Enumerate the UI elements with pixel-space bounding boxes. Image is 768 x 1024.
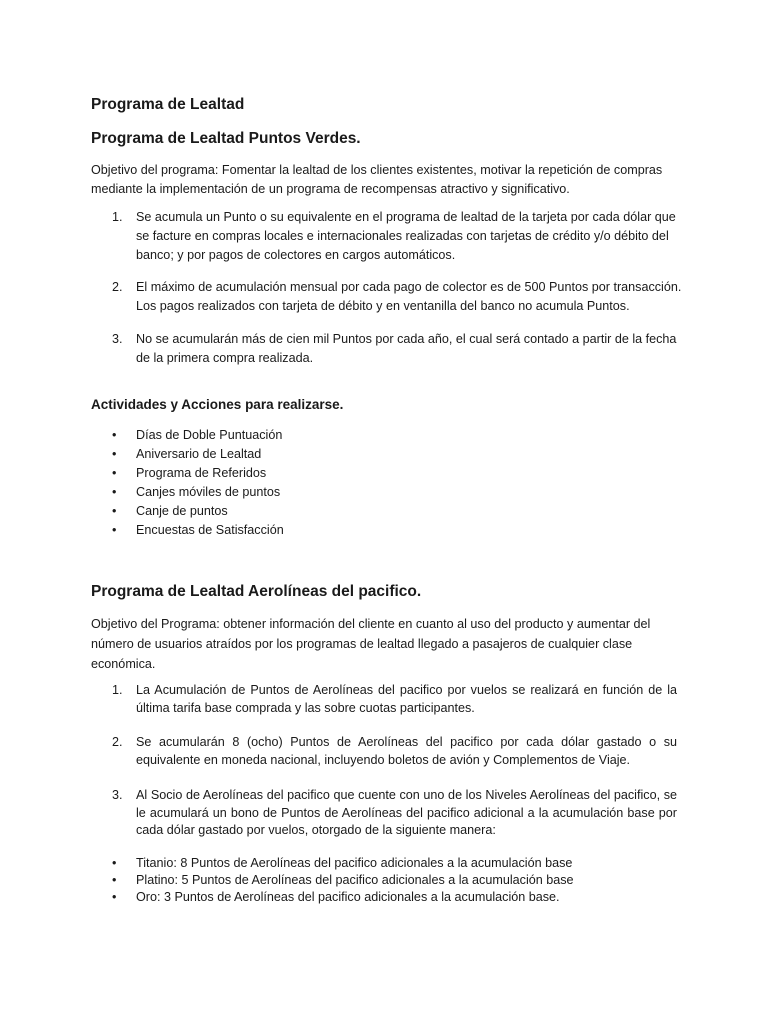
section1-heading: Programa de Lealtad Puntos Verdes. [91,130,361,147]
section2-heading: Programa de Lealtad Aerolíneas del pacifico. [91,583,422,600]
list-item-text: No se acumularán más de cien mil Puntos por cada año, el cual será contado a partir de la fecha de la primera compra realizada. [136,332,677,365]
list-item: • Programa de Referidos [136,464,266,483]
list-item: • Canje de puntos [136,502,228,521]
list-item-text: Se acumularán 8 (ocho) Puntos de Aerolíneas del pacifico por cada dólar gastado o su equivalente en moneda nacional, incluyendo boletos de avión y Complementos de Viaje. [136,735,677,767]
list-item-number: 2. [112,280,123,294]
list-item-text: Al Socio de Aerolíneas del pacifico que cuente con uno de los Niveles Aerolíneas del pacifico, se le acumulará un bono de Puntos de Aerolíneas del pacifico adicional a la acumulación base por cada dólar gastado por vuelos, otorgado de la siguiente manera: [136,788,677,837]
list-item: • Encuestas de Satisfacción [136,521,284,540]
section2-objective: Objetivo del Programa: obtener información del cliente en cuanto al uso del producto y aumentar del número de usuarios atraídos por los programas de lealtad llegado a pasajeros de cualquier clase económica. [91,617,651,671]
list-item: • Días de Doble Puntuación [136,426,282,445]
document-title: Programa de Lealtad [91,96,245,113]
list-item-number: 3. [112,788,123,802]
list-item: • Oro: 3 Puntos de Aerolíneas del pacifico adicionales a la acumulación base. [136,889,560,906]
list-item: • Aniversario de Lealtad [136,445,261,464]
list-item-number: 3. [112,332,123,346]
section1-objective: Objetivo del programa: Fomentar la lealtad de los clientes existentes, motivar la repetición de compras mediante la implementación de un programa de recompensas atractivo y significativo. [91,163,663,196]
list-item: • Platino: 5 Puntos de Aerolíneas del pacifico adicionales a la acumulación base [136,872,574,889]
list-item: • Canjes móviles de puntos [136,483,280,502]
list-item-text: Se acumula un Punto o su equivalente en el programa de lealtad de la tarjeta por cada dólar que se facture en compras locales e internacionales realizadas con tarjetas de crédito y/o débito del banco; y por pagos de colectores en cargos automáticos. [136,210,676,262]
list-item-text: La Acumulación de Puntos de Aerolíneas del pacifico por vuelos se realizará en función de la última tarifa base comprada y las sobre cuotas participantes. [136,683,677,715]
list-item-number: 1. [112,210,123,224]
list-item: • Titanio: 8 Puntos de Aerolíneas del pacifico adicionales a la acumulación base [136,855,572,872]
list-item-text: El máximo de acumulación mensual por cada pago de colector es de 500 Puntos por transacción. Los pagos realizados con tarjeta de débito y en ventanilla del banco no acumula Puntos. [136,280,682,313]
list-item-number: 2. [112,735,123,749]
activities-heading: Actividades y Acciones para realizarse. [91,397,344,412]
list-item-number: 1. [112,683,123,697]
